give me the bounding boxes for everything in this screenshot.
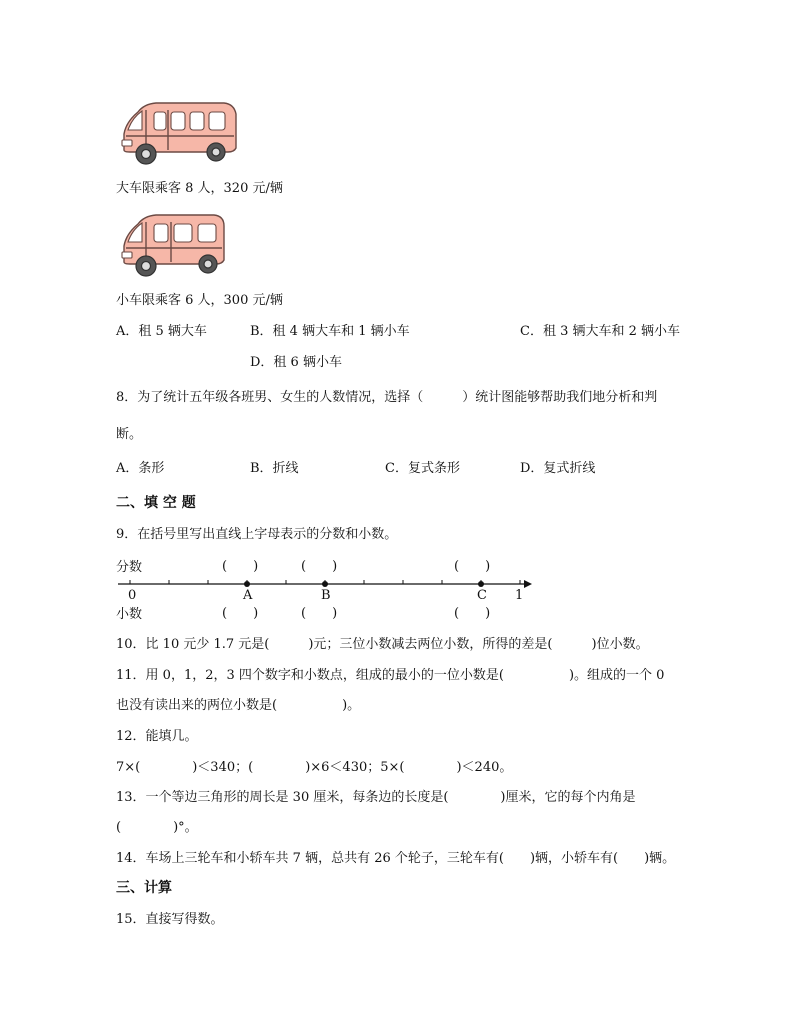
q8-option-c[interactable]: C．复式条形	[385, 461, 460, 476]
q8-option-b[interactable]: B．折线	[250, 461, 299, 476]
q7-option-a[interactable]: A．租 5 辆大车	[116, 324, 207, 339]
q11-question-line1: 11．用 0，1，2，3 四个数字和小数点，组成的最小的一位小数是( )。组成的一个 0	[116, 668, 665, 683]
q8-question-line2: 断。	[116, 427, 143, 442]
small-van-image	[116, 212, 228, 278]
label-point-a: A	[243, 588, 253, 603]
large-van-image	[116, 100, 240, 166]
label-zero: 0	[128, 588, 137, 603]
point-c-dot	[478, 581, 484, 587]
blank-decimal-a[interactable]: ( )	[222, 606, 259, 621]
point-a-dot	[244, 581, 250, 587]
point-b-dot	[322, 581, 328, 587]
large-van-caption: 大车限乘客 8 人，320 元/辆	[116, 181, 283, 196]
q12-question: 12．能填几。	[116, 729, 198, 744]
q9-question: 9．在括号里写出直线上字母表示的分数和小数。	[116, 527, 398, 542]
label-one: 1	[515, 588, 524, 603]
q7-option-b[interactable]: B．租 4 辆大车和 1 辆小车	[250, 324, 410, 339]
blank-fraction-b[interactable]: ( )	[301, 559, 338, 574]
q14-question: 14．车场上三轮车和小轿车共 7 辆，总共有 26 个轮子，三轮车有( )辆，小轿车有( )辆。	[116, 851, 676, 866]
blank-decimal-c[interactable]: ( )	[454, 606, 491, 621]
q15-question: 15．直接写得数。	[116, 912, 224, 927]
small-van-caption: 小车限乘客 6 人，300 元/辆	[116, 293, 283, 308]
blank-fraction-a[interactable]: ( )	[222, 559, 259, 574]
decimal-row-label: 小数	[116, 607, 143, 622]
label-point-b: B	[321, 588, 331, 603]
number-line-arrow	[524, 580, 532, 588]
fraction-row-label: 分数	[116, 560, 143, 575]
q7-option-d[interactable]: D．租 6 辆小车	[250, 355, 342, 370]
q13-question-line2: ( )°。	[116, 820, 198, 835]
section-3-title: 三、计算	[116, 880, 172, 896]
number-line	[112, 552, 542, 624]
blank-fraction-c[interactable]: ( )	[454, 559, 491, 574]
blank-decimal-b[interactable]: ( )	[301, 606, 338, 621]
section-2-title: 二、填 空 题	[116, 495, 196, 511]
q13-question-line1: 13．一个等边三角形的周长是 30 厘米，每条边的长度是( )厘米，它的每个内角是	[116, 790, 636, 805]
q10-question: 10．比 10 元少 1.7 元是( )元；三位小数减去两位小数，所得的差是( )位小数。	[116, 637, 649, 652]
q8-option-d[interactable]: D．复式折线	[520, 461, 596, 476]
q12-inequalities: 7×( )＜340；( )×6＜430；5×( )＜240。	[116, 760, 513, 775]
q8-question-line1: 8．为了统计五年级各班男、女生的人数情况，选择（ ）统计图能够帮助我们地分析和判	[116, 390, 658, 405]
q11-question-line2: 也没有读出来的两位小数是( )。	[116, 698, 361, 713]
q8-option-a[interactable]: A．条形	[116, 461, 165, 476]
q7-option-c[interactable]: C．租 3 辆大车和 2 辆小车	[520, 324, 681, 339]
label-point-c: C	[477, 588, 487, 603]
